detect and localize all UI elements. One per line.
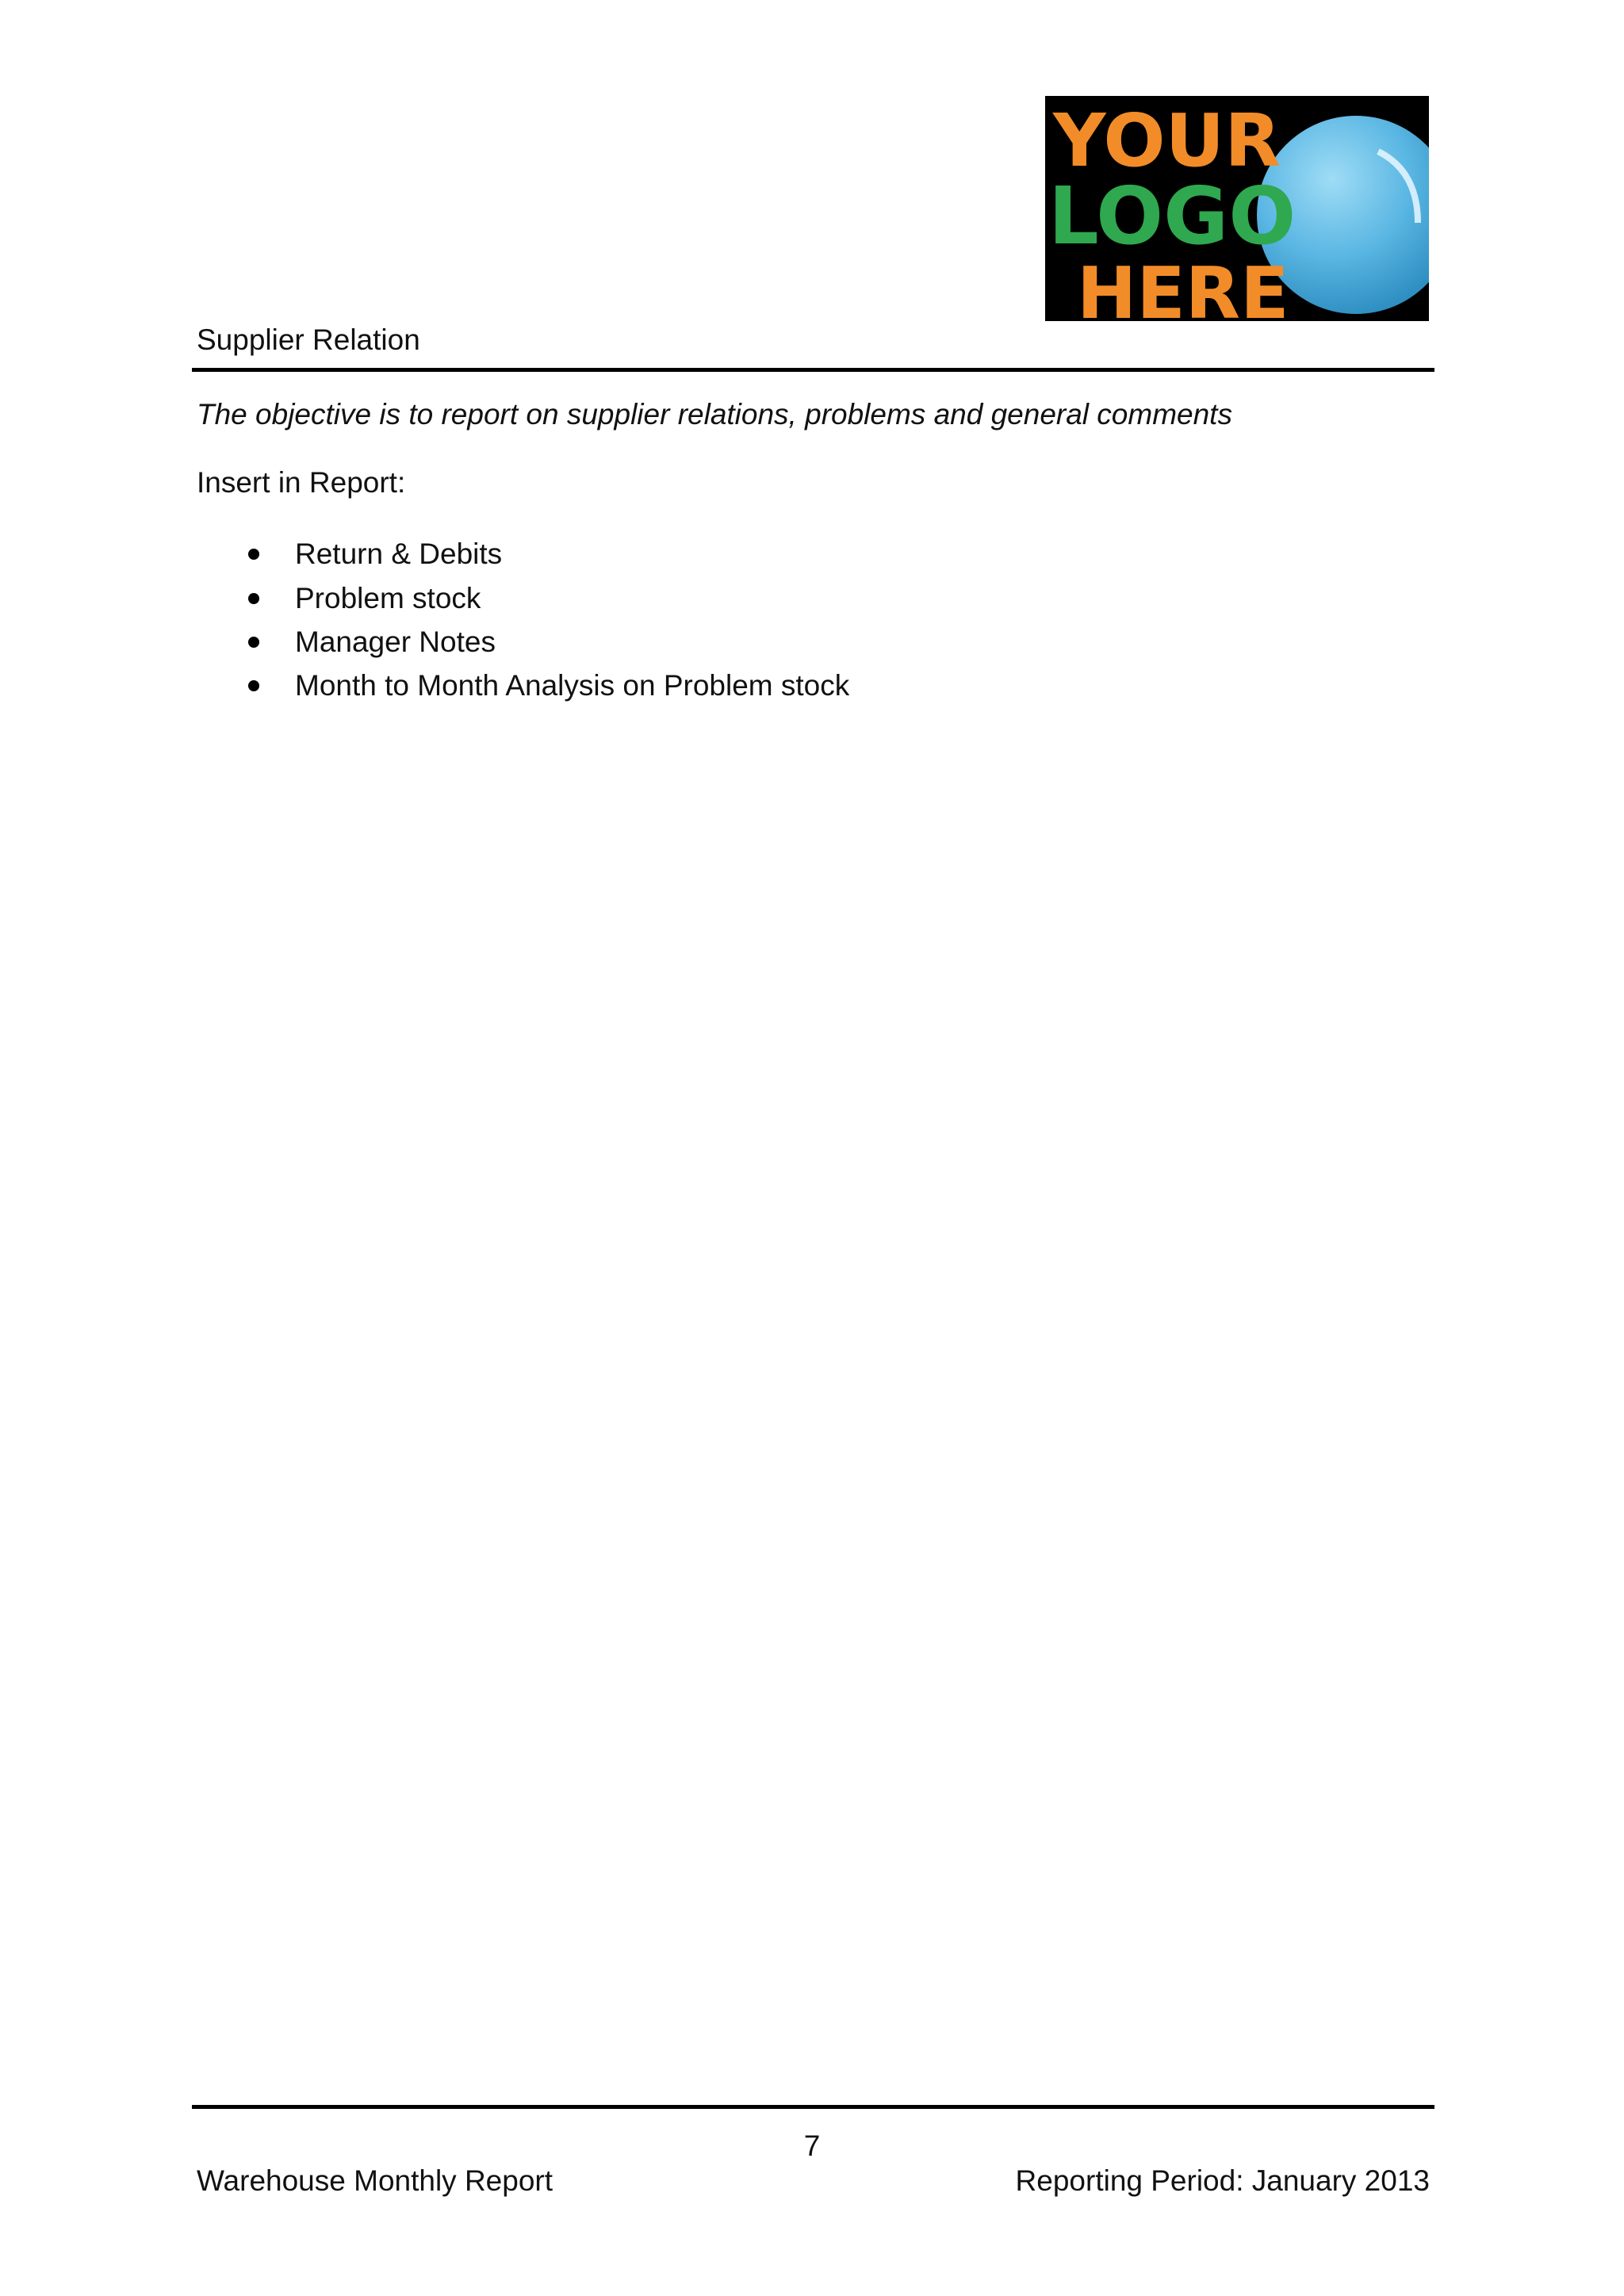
footer-divider [192,2105,1434,2109]
insert-label: Insert in Report: [197,466,406,499]
header-divider [192,368,1434,372]
logo-word-your: YOUR [1053,98,1281,183]
company-logo [1045,96,1429,321]
logo-word-logo: LOGO [1048,170,1297,262]
footer-reporting-period: Reporting Period: January 2013 [1015,2164,1430,2197]
list-item-text: Return & Debits [295,538,503,570]
logo-graphic [1045,96,1429,321]
bullet-icon [248,637,259,648]
bullet-icon [248,549,259,560]
section-title: Supplier Relation [197,323,420,356]
list-item-text: Problem stock [295,582,481,614]
objective-text: The objective is to report on supplier relations, problems and general comments [197,398,1232,430]
logo-word-here: HERE [1077,252,1289,321]
page-number: 7 [803,2130,821,2162]
bullet-icon [248,680,259,691]
bullet-icon [248,593,259,604]
footer-report-name: Warehouse Monthly Report [197,2164,553,2197]
list-item-text: Manager Notes [295,626,496,658]
list-item-text: Month to Month Analysis on Problem stock [295,669,850,702]
